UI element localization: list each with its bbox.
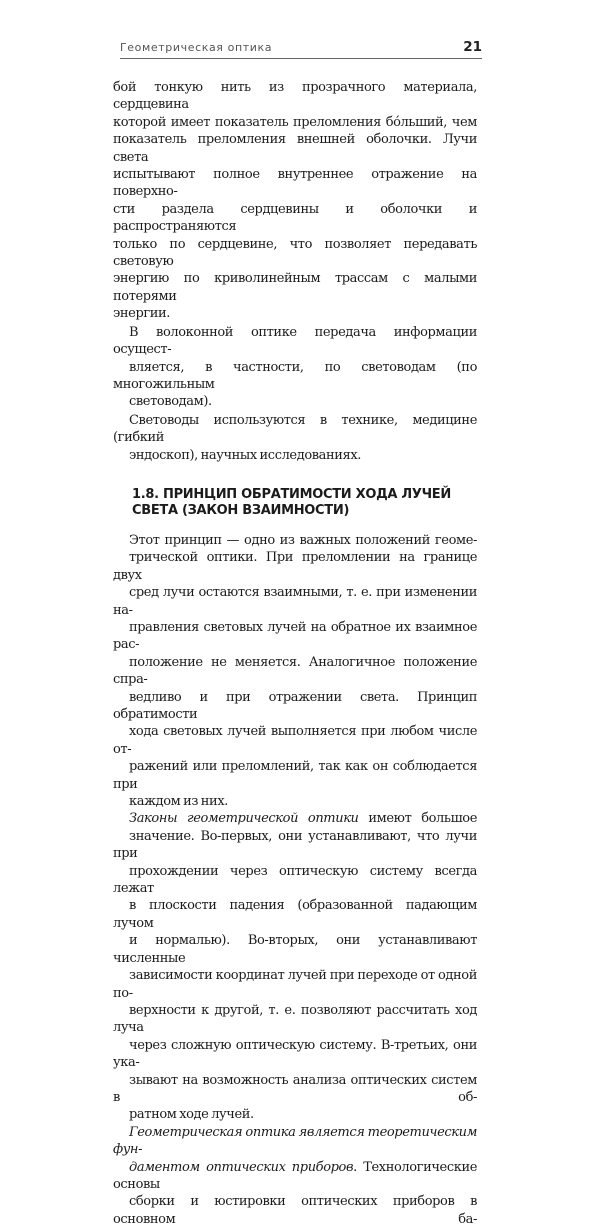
text-line: ратном ходе лучей. (129, 1107, 254, 1123)
text-line: сборки и юстировки оптических приборов в основном ба- (113, 1194, 477, 1227)
paragraph-reversibility (113, 532, 485, 811)
text-line: эндоскоп), научных исследованиях. (129, 447, 362, 463)
text-line: бой тонкую нить из прозрачного материала, сердцевина (113, 80, 477, 113)
paragraph-fiber-structure (113, 79, 485, 323)
heading-line: СВЕТА (ЗАКОН ВЗАИМНОСТИ) (132, 503, 350, 519)
text-line: испытывают полное внутреннее отражение на поверхно- (113, 167, 477, 200)
text-line: зывают на возможность анализа оптических систем в об- (113, 1072, 477, 1105)
text-line: В волоконной оптике передача информации осущест- (113, 324, 477, 358)
text-line: энергию по криволинейным трассам с малыми потерями (113, 271, 477, 304)
text-line: хода световых лучей выполняется при любом числе от- (113, 724, 477, 757)
page-number: 21 (463, 39, 482, 55)
text-line: в плоскости падения (образованной падающим лучом (113, 898, 477, 931)
text-line: значение. Во-первых, они устанавливают, что лучи при (113, 828, 477, 862)
text-line: через сложную оптическую систему. В-третьих, они ука- (113, 1037, 477, 1071)
italic-term: даментом оптических приборов (129, 1159, 354, 1175)
text-line: верхности к другой, т. е. позволяют рассчитать ход луча (113, 1002, 477, 1036)
header-rule (120, 58, 482, 59)
text-line: ведливо и при отражении света. Принцип обратимости (113, 689, 477, 722)
paragraph-laws (113, 810, 485, 1123)
italic-term: Геометрическая оптика является теоретическим фун- (113, 1124, 477, 1158)
italic-term: Законы геометрической оптики (129, 811, 359, 827)
text-line: зависимости координат лучей при переходе от одной по- (113, 968, 477, 1001)
text-line: трической оптики. При преломлении на границе двух (113, 550, 477, 583)
text-line: положение не меняется. Аналогичное положение спра- (113, 654, 477, 688)
text-line: ражений или преломлений, так как он соблюдается при (113, 759, 477, 792)
section-heading (132, 487, 485, 520)
text-line: вляется, в частности, по световодам (по многожильным (113, 359, 477, 392)
paragraph-foundation (113, 1124, 485, 1228)
running-header (120, 39, 482, 55)
text-line: только по сердцевине, что позволяет передавать световую (113, 236, 477, 270)
text-line: энергии. (113, 306, 171, 322)
text-line: прохождении через оптическую систему всегда лежат (113, 863, 477, 897)
paragraph-fiber-uses (113, 412, 485, 464)
text-line: световодам). (129, 394, 212, 410)
text-line: Световоды используются в технике, медицине (гибкий (113, 412, 477, 446)
text-line: показатель преломления внешней оболочки. Лучи света (113, 132, 477, 165)
text-line: Этот принцип — одно из важных положений геоме- (129, 532, 477, 548)
text-line: Законы геометрической оптики имеют большое (129, 811, 477, 827)
text-line: которой имеет показатель преломления бо́льший, чем (113, 114, 477, 130)
text-line: сред лучи остаются взаимными, т. е. при изменении на- (113, 585, 477, 618)
heading-line: 1.8. ПРИНЦИП ОБРАТИМОСТИ ХОДА ЛУЧЕЙ (132, 486, 451, 502)
text-line: даментом оптических приборов. Технологические основы (113, 1159, 477, 1192)
text-line: сти раздела сердцевины и оболочки и распространяются (113, 201, 477, 235)
text-line: каждом из них. (129, 794, 228, 810)
text-line: правления световых лучей на обратное их взаимное рас- (113, 619, 477, 653)
paragraph-fiber-optics (113, 324, 485, 411)
text-line: и нормалью). Во-вторых, они устанавливают численные (113, 933, 477, 966)
text-line (113, 1124, 477, 1159)
page-body (113, 79, 485, 1228)
running-title: Геометрическая оптика (120, 41, 273, 54)
